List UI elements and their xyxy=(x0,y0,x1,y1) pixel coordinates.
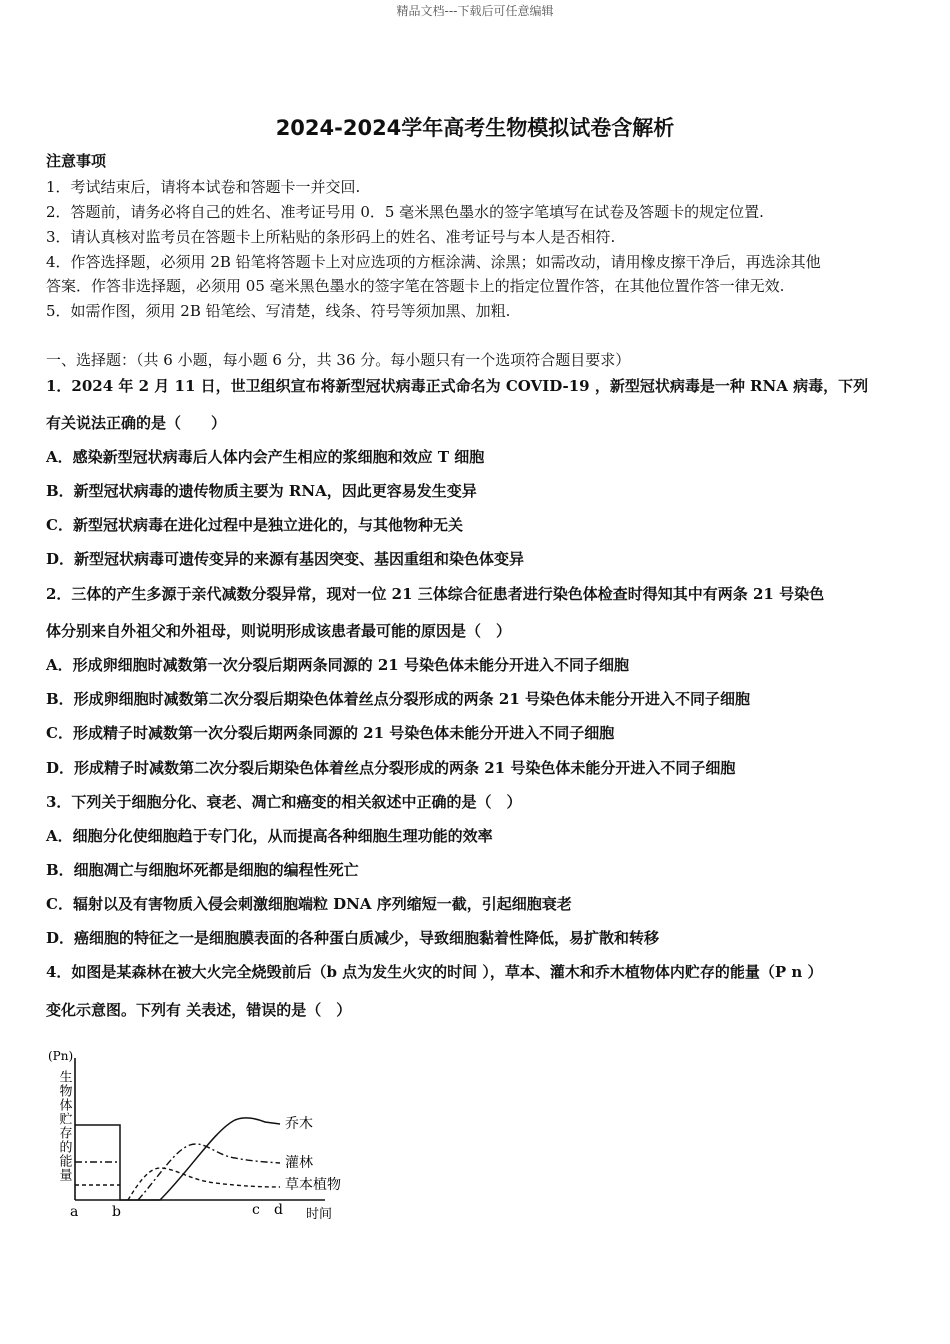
question-stem: 4．如图是某森林在被大火完全烧毁前后（b 点为发生火灾的时间 ），草本、灌木和乔木植物体内贮存的能量（P n ） xyxy=(46,963,823,981)
point-d: d xyxy=(274,1202,283,1218)
series-label-shrub: 灌林 xyxy=(285,1155,313,1171)
option-c: C．辐射以及有害物质入侵会刺激细胞端粒 DNA 序列缩短一截，引起细胞衰老 xyxy=(46,895,572,913)
question-stem: 变化示意图。下列有 关表述，错误的是（ ） xyxy=(46,1001,352,1019)
x-axis-label: 时间 xyxy=(306,1207,333,1222)
option-a: A．细胞分化使细胞趋于专门化，从而提高各种细胞生理功能的效率 xyxy=(46,827,493,845)
series-line-tree xyxy=(75,1118,280,1200)
page-watermark: 精品文档---下载后可任意编辑 xyxy=(396,4,554,18)
option-d: D．癌细胞的特征之一是细胞膜表面的各种蛋白质减少，导致细胞黏着性降低，易扩散和转移 xyxy=(46,929,660,947)
notice-item: 答案．作答非选择题，必须用 05 毫米黑色墨水的签字笔在答题卡上的指定位置作答，在其他位置作答一律无效. xyxy=(46,277,785,295)
question-stem: 3．下列关于细胞分化、衰老、凋亡和癌变的相关叙述中正确的是（ ） xyxy=(46,793,522,811)
question-stem: 1．2024 年 2 月 11 日，世卫组织宣布将新型冠状病毒正式命名为 COVID-19 ，新型冠状病毒是一种 RNA 病毒，下列 xyxy=(46,377,869,395)
option-c: C．新型冠状病毒在进化过程中是独立进化的，与其他物种无关 xyxy=(46,516,463,534)
series-label-herb: 草本植物 xyxy=(285,1177,341,1193)
notice-item: 3．请认真核对监考员在答题卡上所粘贴的条形码上的姓名、准考证号与本人是否相符. xyxy=(46,228,616,246)
option-b: B．新型冠状病毒的遗传物质主要为 RNA，因此更容易发生变异 xyxy=(46,482,477,500)
option-a: A．感染新型冠状病毒后人体内会产生相应的浆细胞和效应 T 细胞 xyxy=(46,448,485,466)
point-a: a xyxy=(70,1204,79,1220)
option-b: B．细胞凋亡与细胞坏死都是细胞的编程性死亡 xyxy=(46,861,359,879)
notice-item: 2．答题前，请务必将自己的姓名、准考证号用 0．5 毫米黑色墨水的签字笔填写在试卷及答题卡的规定位置. xyxy=(46,203,764,221)
series-line-herb xyxy=(75,1168,280,1200)
point-b: b xyxy=(112,1204,121,1220)
series-label-tree: 乔木 xyxy=(285,1116,313,1132)
option-d: D．形成精子时减数第二次分裂后期染色体着丝点分裂形成的两条 21 号染色体未能分开进入不同子细胞 xyxy=(46,759,736,777)
notice-heading: 注意事项 xyxy=(46,152,107,170)
notice-item: 4．作答选择题，必须用 2B 铅笔将答题卡上对应选项的方框涂满、涂黑；如需改动，请用橡皮擦干净后，再选涂其他 xyxy=(46,253,821,271)
question-stem: 体分别来自外祖父和外祖母，则说明形成该患者最可能的原因是（ ） xyxy=(46,622,512,640)
question-stem: 2．三体的产生多源于亲代减数分裂异常，现对一位 21 三体综合征患者进行染色体检查时得知其中有两条 21 号染色 xyxy=(46,585,825,603)
point-c: c xyxy=(252,1202,260,1218)
notice-item: 5．如需作图，须用 2B 铅笔绘、写清楚，线条、符号等须加黑、加粗. xyxy=(46,302,511,320)
energy-figure xyxy=(40,1040,360,1230)
notice-item: 1．考试结束后，请将本试卷和答题卡一并交回. xyxy=(46,178,361,196)
page-title: 2024-2024学年高考生物模拟试卷含解析 xyxy=(275,116,675,140)
option-d: D．新型冠状病毒可遗传变异的来源有基因突变、基因重组和染色体变异 xyxy=(46,550,525,568)
y-unit: (Pn) xyxy=(48,1049,74,1063)
option-b: B．形成卵细胞时减数第二次分裂后期染色体着丝点分裂形成的两条 21 号染色体未能分开进入不同子细胞 xyxy=(46,690,751,708)
option-c: C．形成精子时减数第一次分裂后期两条同源的 21 号染色体未能分开进入不同子细胞 xyxy=(46,724,615,742)
y-axis-label: 生物体贮存的能量 xyxy=(56,1070,72,1182)
section-heading: 一、选择题：（共 6 小题，每小题 6 分，共 36 分。每小题只有一个选项符合题目要求） xyxy=(46,351,631,369)
option-a: A．形成卵细胞时减数第一次分裂后期两条同源的 21 号染色体未能分开进入不同子细胞 xyxy=(46,656,629,674)
question-stem: 有关说法正确的是（ ） xyxy=(46,414,227,432)
